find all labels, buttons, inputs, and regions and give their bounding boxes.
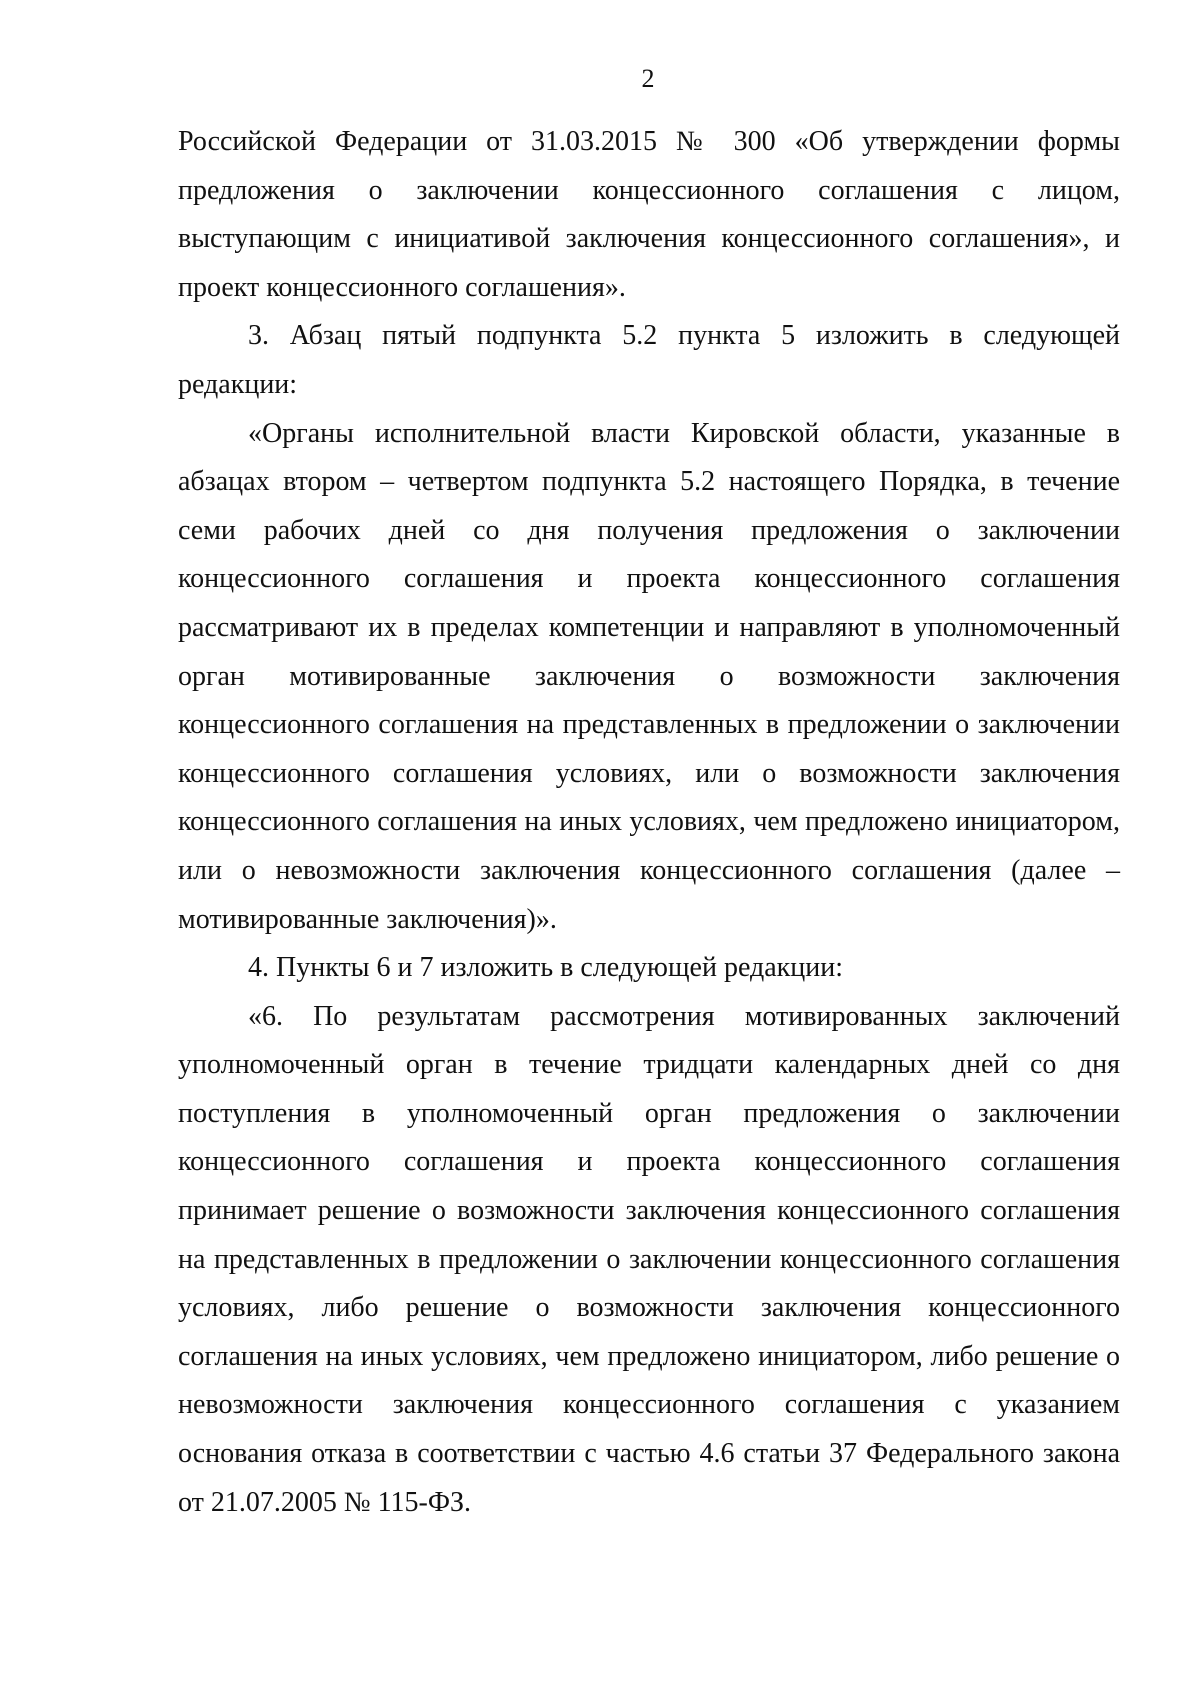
- paragraph-quote-organs: «Органы исполнительной власти Кировской области, указанные в абзацах втором – четвертом подпункта 5.2 настоящего Порядка, в течение семи рабочих дней со дня получения предложения о заключении концессионного соглашения и проекта концессионного соглашения рассматривают их в пределах компетенции и направляют в уполномоченный орган мотивированные заключения о возможности заключения концессионного соглашения на представленных в предложении о заключении концессионного соглашения условиях, или о возможности заключения концессионного соглашения на иных условиях, чем предложено инициатором, или о невозможности заключения концессионного соглашения (далее – мотивированные заключения)».: [178, 417, 1120, 935]
- paragraph-continuation: Российской Федерации от 31.03.2015 № 300 «Об утверждении формы предложения о заключении концессионного соглашения с лицом, выступающим с инициативой заключения концессионного соглашения», и проект концессионного соглашения».: [178, 126, 1120, 303]
- paragraph-quote-item-6: «6. По результатам рассмотрения мотивированных заключений уполномоченный орган в течение тридцати календарных дней со дня поступления в уполномоченный орган предложения о заключении концессионного соглашения и проекта концессионного соглашения принимает решение о возможности заключения концессионного соглашения на представленных в предложении о заключении концессионного соглашения условиях, либо решение о возможности заключения концессионного соглашения на иных условиях, чем предложено инициатором, либо решение о невозможности заключения концессионного соглашения с указанием основания отказа в соответствии с частью 4.6 статьи 37 Федерального закона от 21.07.2005 № 115-ФЗ.: [178, 1000, 1120, 1518]
- paragraph-item-4: 4. Пункты 6 и 7 изложить в следующей редакции:: [248, 952, 844, 984]
- document-body: [178, 118, 1120, 1527]
- page-number: 2: [641, 64, 655, 93]
- paragraph-item-3: 3. Абзац пятый подпункта 5.2 пункта 5 изложить в следующей редакции:: [178, 320, 1120, 400]
